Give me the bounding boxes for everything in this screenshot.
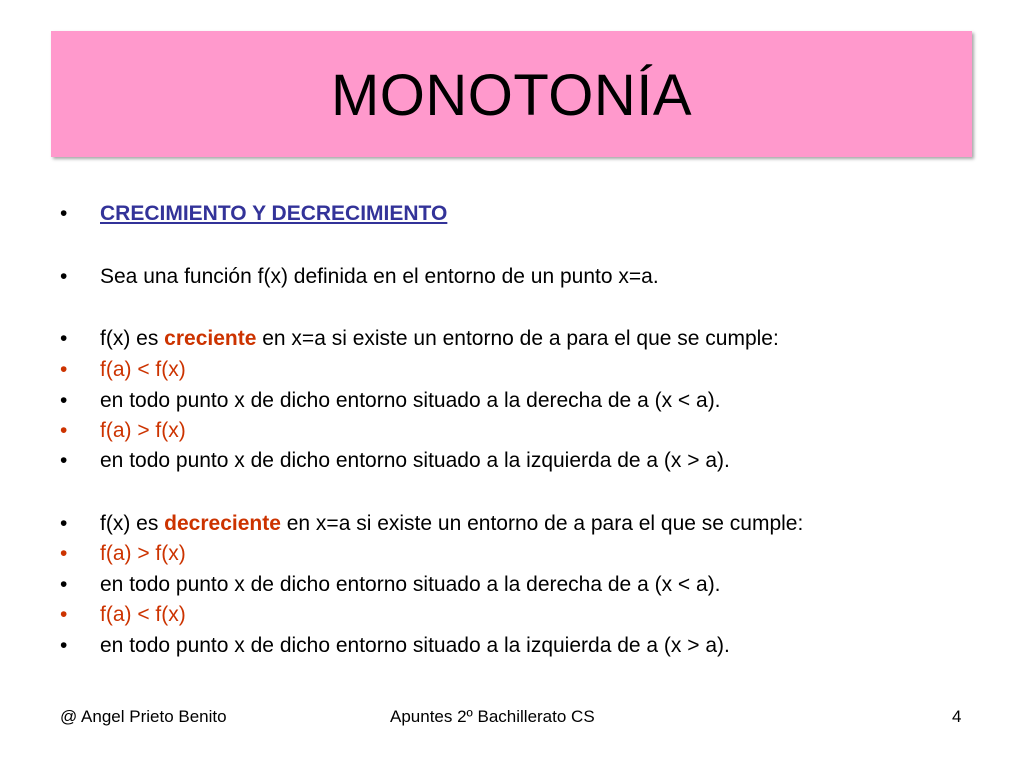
bullet-item-heading	[0, 199, 1000, 229]
definition-text: Sea una función f(x) definida en el entorno de un punto x=a.	[100, 265, 659, 288]
bullet-item-condition	[0, 539, 1000, 569]
condition-text: f(a) > f(x)	[100, 542, 186, 565]
explanation-text: en todo punto x de dicho entorno situado a la izquierda de a (x > a).	[100, 449, 730, 472]
decreciente-definition	[100, 509, 803, 539]
bullet-icon: •	[60, 202, 68, 225]
explanation-text: en todo punto x de dicho entorno situado a la derecha de a (x < a).	[100, 573, 721, 596]
bullet-icon: •	[60, 603, 68, 626]
bullet-item-creciente-def	[0, 324, 1000, 354]
bullet-icon: •	[60, 358, 68, 381]
bullet-icon: •	[60, 419, 68, 442]
footer-page-number: 4	[952, 707, 962, 726]
bullet-item-explanation	[0, 570, 1000, 600]
bullet-icon: •	[60, 265, 68, 288]
bullet-item-decreciente-def	[0, 509, 1000, 539]
bullet-item-explanation	[0, 386, 1000, 416]
bullet-icon: •	[60, 389, 68, 412]
explanation-text: en todo punto x de dicho entorno situado a la derecha de a (x < a).	[100, 389, 721, 412]
condition-text: f(a) < f(x)	[100, 358, 186, 381]
condition-text: f(a) > f(x)	[100, 419, 186, 442]
section-heading-link[interactable]: CRECIMIENTO Y DECRECIMIENTO	[100, 202, 448, 225]
bullet-icon: •	[60, 327, 68, 350]
footer-course: Apuntes 2º Bachillerato CS	[390, 707, 595, 726]
title-box	[51, 31, 972, 157]
bullet-icon: •	[60, 573, 68, 596]
footer-author: @ Angel Prieto Benito	[60, 707, 227, 726]
condition-text: f(a) < f(x)	[100, 603, 186, 626]
bullet-item-explanation	[0, 446, 1000, 476]
slide-title: MONOTONÍA	[330, 63, 693, 128]
decreciente-term: decreciente	[164, 512, 281, 535]
decreciente-post: en x=a si existe un entorno de a para el que se cumple:	[280, 512, 804, 535]
bullet-item-explanation	[0, 631, 1000, 661]
bullet-item-condition	[0, 416, 1000, 446]
bullet-item-condition	[0, 355, 1000, 385]
creciente-term: creciente	[164, 327, 257, 350]
explanation-text: en todo punto x de dicho entorno situado a la izquierda de a (x > a).	[100, 634, 730, 657]
bullet-item-condition	[0, 600, 1000, 630]
decreciente-pre: f(x) es	[100, 512, 165, 535]
creciente-post: en x=a si existe un entorno de a para el que se cumple:	[256, 327, 779, 350]
bullet-icon: •	[60, 542, 68, 565]
bullet-icon: •	[60, 449, 68, 472]
creciente-pre: f(x) es	[100, 327, 165, 350]
creciente-definition	[100, 324, 779, 354]
bullet-icon: •	[60, 512, 68, 535]
bullet-icon: •	[60, 634, 68, 657]
bullet-item-definition	[0, 262, 1000, 292]
